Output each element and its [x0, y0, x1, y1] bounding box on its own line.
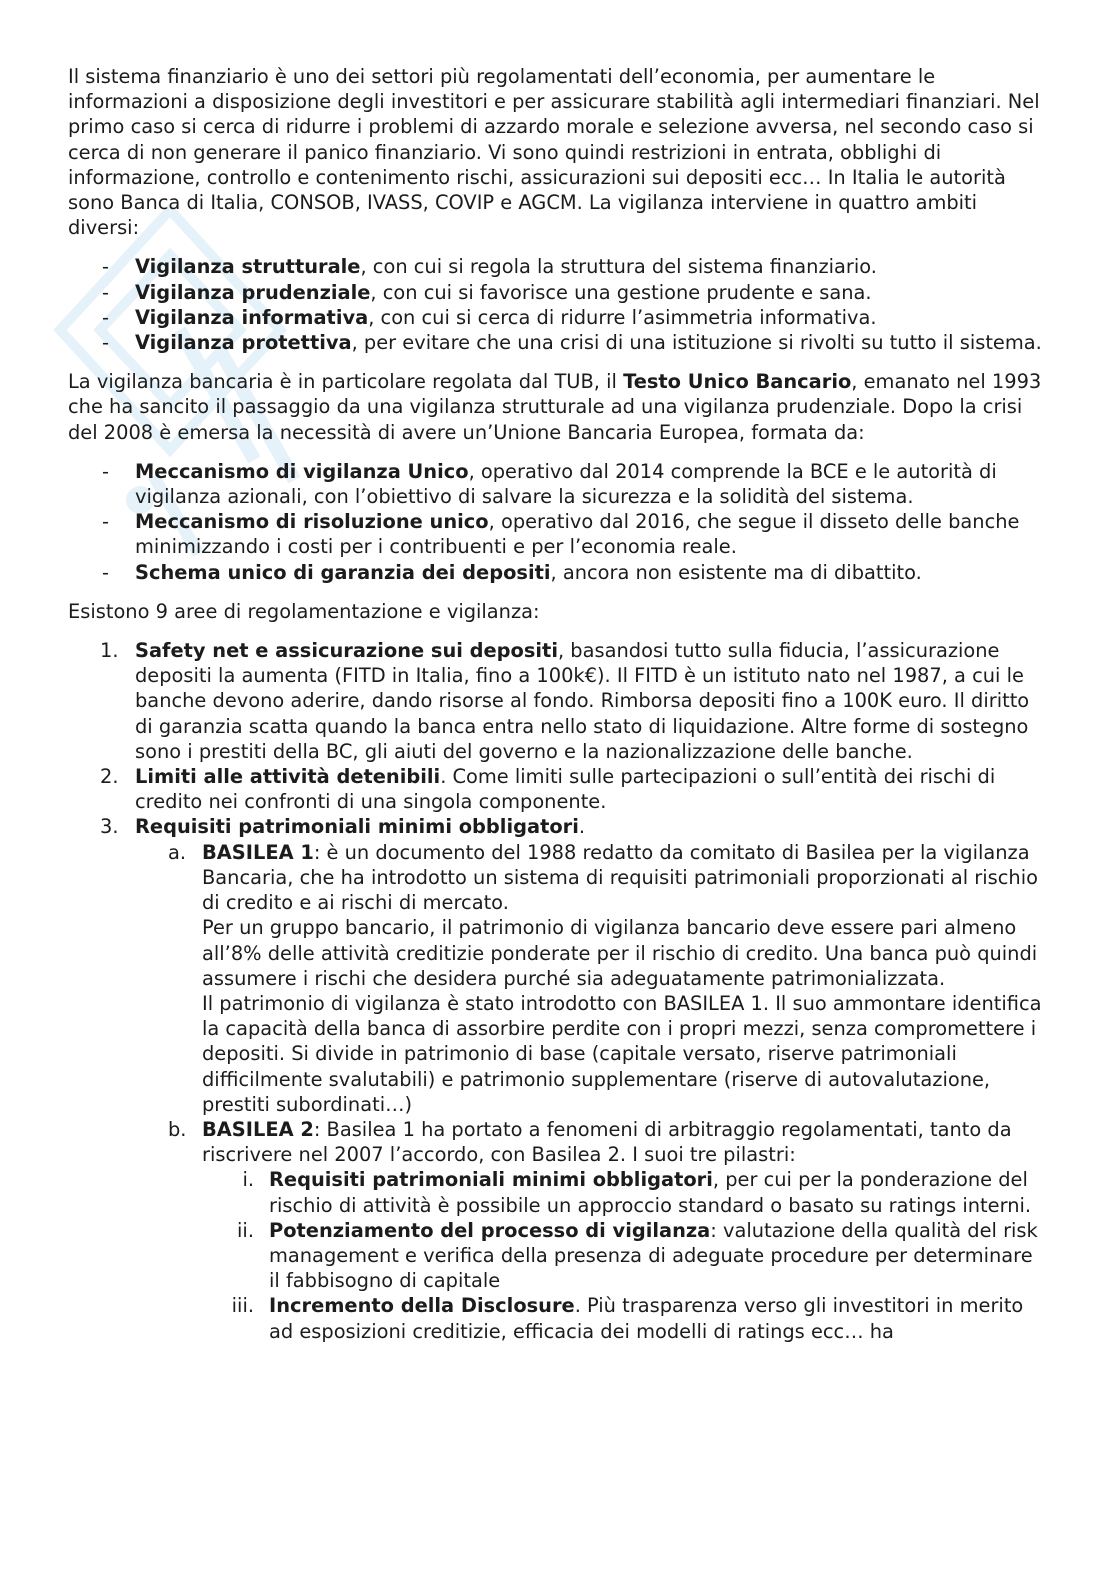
tub-paragraph: La vigilanza bancaria è in particolare regolata dal TUB, il Testo Unico Bancario, emanato nel 1993 che ha sancito il passaggio da una vigilanza strutturale ad una vigilanza prudenziale. Dopo la crisi del 2008 è emersa la necessità di avere un’Unione Bancaria Europea, formata da:	[68, 370, 1042, 444]
aree-intro: Esistono 9 aree di regolamentazione e vigilanza:	[68, 599, 540, 623]
aree-numbered-list	[68, 638, 1048, 1344]
intro-paragraph: Il sistema finanziario è uno dei settori più regolamentati dell’economia, per aumentare le informazioni a disposizione degli investitori e per assicurare stabilità agli intermediari finanziari. Nel primo caso si cerca di ridurre i problemi di azzardo morale e selezione avversa, nel secondo caso si cerca di non generare il panico finanziario. Vi sono quindi restrizioni in entrata, obblighi di informazione, controllo e contenimento rischi, assicurazioni sui depositi ecc… In Italia le autorità sono Banca di Italia, CONSOB, IVASS, COVIP e AGCM. La vigilanza interviene in quattro ambiti diversi:	[68, 65, 1040, 240]
list-item: - Vigilanza strutturale, con cui si regola la struttura del sistema finanziario.	[68, 254, 1048, 279]
vigilanza-ambiti-list	[68, 254, 1048, 355]
list-item: - Meccanismo di vigilanza Unico, operativo dal 2014 comprende la BCE e le autorità di vigilanza azionali, con l’obiettivo di salvare la sicurezza e la solidità del sistema.	[68, 459, 1048, 509]
list-item: 2. Limiti alle attività detenibili. Come limiti sulle partecipazioni o sull’entità dei rischi di credito nei confronti di una singola componente.	[100, 765, 996, 814]
list-item: - Schema unico di garanzia dei depositi, ancora non esistente ma di dibattito.	[68, 560, 1048, 585]
basilea-2-item: b. BASILEA 2: Basilea 1 ha portato a fenomeni di arbitraggio regolamentati, tanto da riscrivere nel 2007 l’accordo, con Basilea 2. I suoi tre pilastri:	[168, 1117, 1012, 1167]
list-item: 3. Requisiti patrimoniali minimi obbligatori.	[100, 815, 586, 839]
pilastro-item: iii. Incremento della Disclosure. Più trasparenza verso gli investitori in merito ad esposizioni creditizie, efficacia dei modelli di ratings ecc… ha	[231, 1294, 1024, 1343]
unione-bancaria-list	[68, 459, 1048, 585]
list-item: - Vigilanza prudenziale, con cui si favorisce una gestione prudente e sana.	[68, 280, 1048, 305]
pilastro-item: ii. Potenziamento del processo di vigilanza: valutazione della qualità del risk management e verifica della presenza di adeguate procedure per determinare il fabbisogno di capitale	[237, 1218, 1038, 1293]
list-item: 1. Safety net e assicurazione sui depositi, basandosi tutto sulla fiducia, l’assicurazione depositi la aumenta (FITD in Italia, fino a 100k€). Il FITD è un istituto nato nel 1987, a cui le banche devono aderire, dando risorse al fondo. Rimborsa depositi fino a 100K euro. Il diritto di garanzia scatta quando la banca entra nello stato di liquidazione. Altre forme di sostegno sono i prestiti della BC, gli aiuti del governo e la nazionalizzazione delle banche.	[100, 639, 1030, 763]
list-item: - Meccanismo di risoluzione unico, operativo dal 2016, che segue il disseto delle banche minimizzando i costi per i contribuenti e per l’economia reale.	[68, 509, 1048, 559]
list-item: - Vigilanza protettiva, per evitare che una crisi di una istituzione si rivolti su tutto il sistema.	[68, 330, 1048, 355]
pilastro-item: i. Requisiti patrimoniali minimi obbligatori, per cui per la ponderazione del rischio di attività è possibile un approccio standard o basato su ratings interni.	[242, 1168, 1032, 1217]
list-item: - Vigilanza informativa, con cui si cerca di ridurre l’asimmetria informativa.	[68, 305, 1048, 330]
basilea-1-item: a. BASILEA 1: è un documento del 1988 redatto da comitato di Basilea per la vigilanza Bancaria, che ha introdotto un sistema di requisiti patrimoniali proporzionati al rischio di credito e ai rischi di mercato. Per un gruppo bancario, il patrimonio di vigilanza bancario deve essere pari almeno all’8% delle attività creditizie ponderate per il rischio di credito. Una banca può quindi assumere i rischi che desidera purché sia adeguatamente patrimonializzata. Il patrimonio di vigilanza è stato introdotto con BASILEA 1. Il suo ammontare identifica la capacità della banca di assorbire perdite con i propri mezzi, senza compromettere i depositi. Si divide in patrimonio di base (capitale versato, riserve patrimoniali difficilmente svalutabili) e patrimonio supplementare (riserve di autovalutazione, prestiti subordinati…)	[168, 840, 1042, 1116]
document-body	[68, 64, 1048, 1344]
